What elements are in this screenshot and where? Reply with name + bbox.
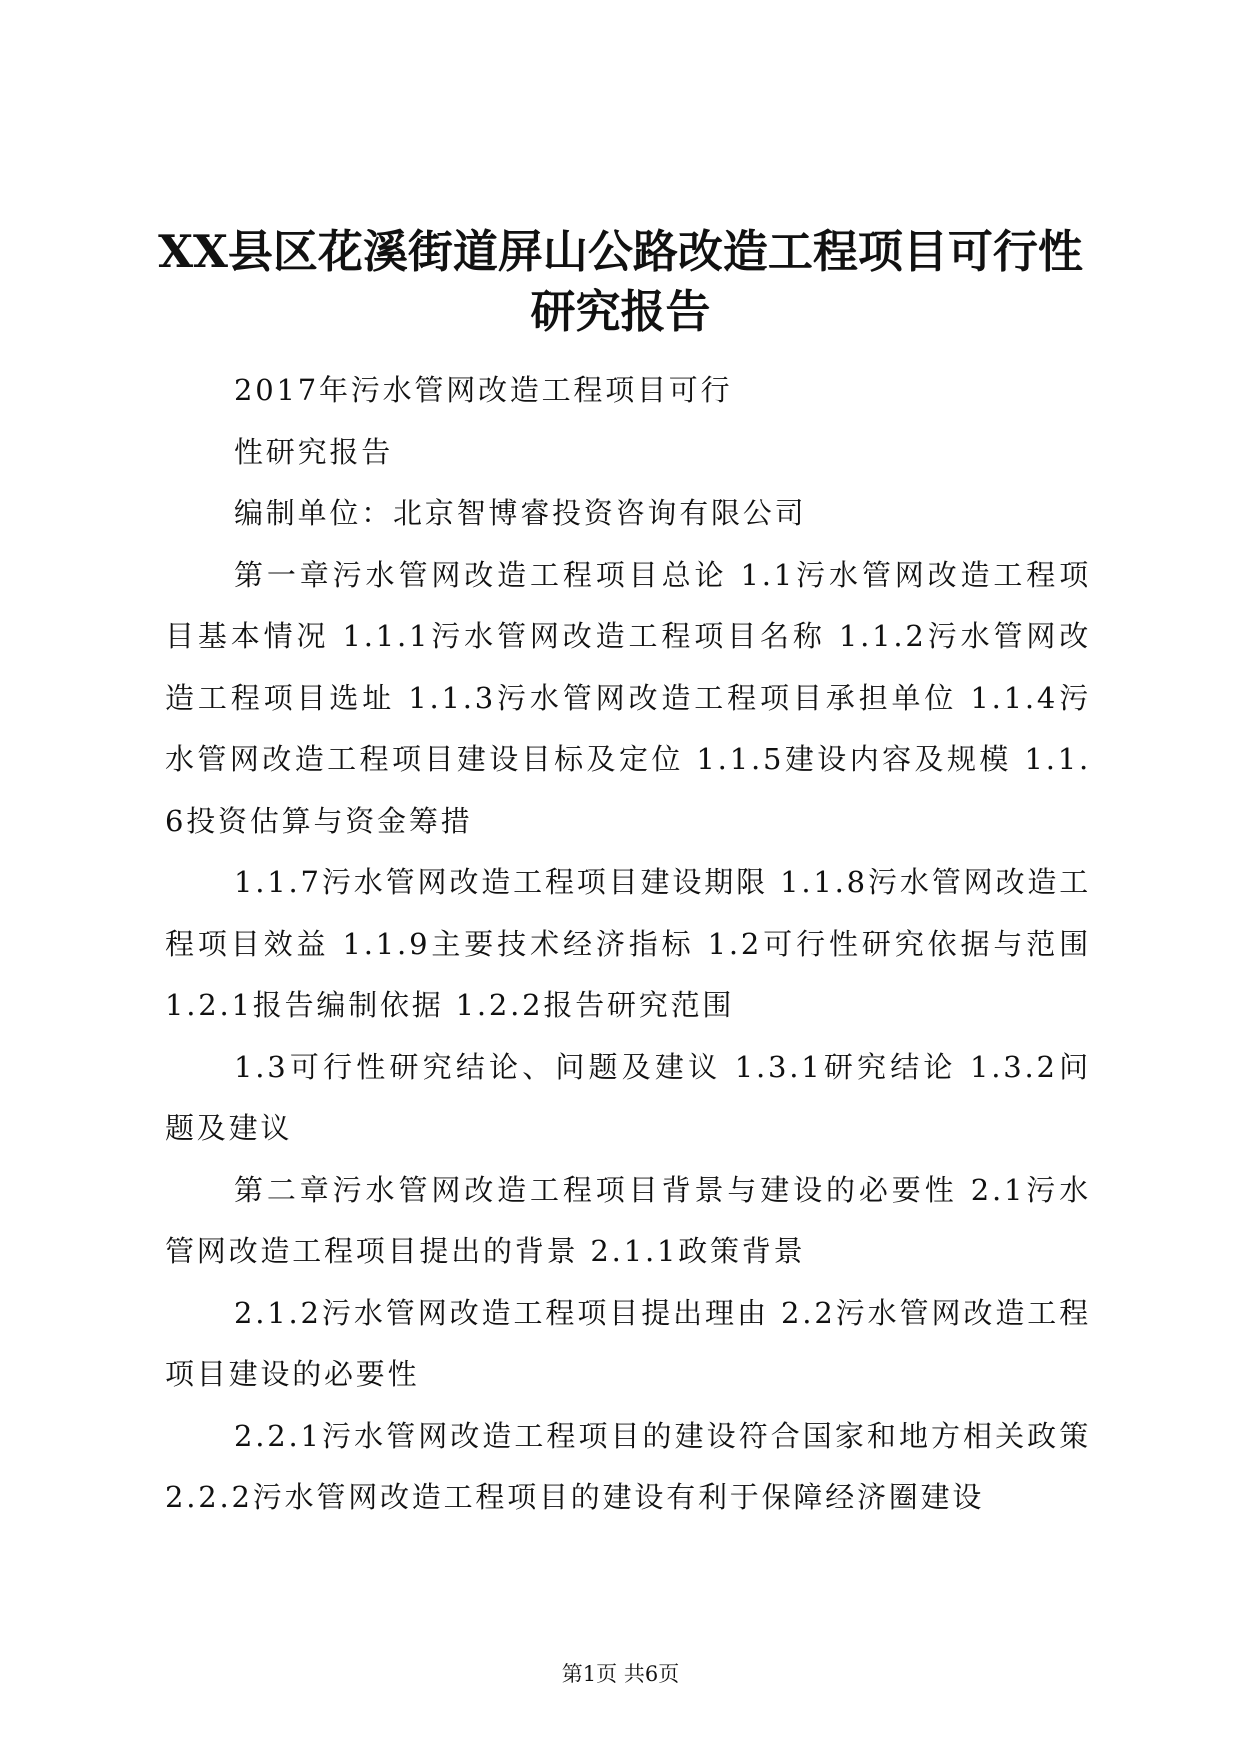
paragraph-chapter-2: 第二章污水管网改造工程项目背景与建设的必要性 2.1污水管网改造工程项目提出的背景 2.1.1政策背景 [165, 1172, 1091, 1268]
document-body [165, 360, 1091, 1529]
paragraph-compiler: 编制单位：北京智博睿投资咨询有限公司 [234, 496, 807, 530]
paragraph-section-2-2-1: 2.2.1污水管网改造工程项目的建设符合国家和地方相关政策 2.2.2污水管网改造工程项目的建设有利于保障经济圈建设 [165, 1418, 1091, 1514]
paragraph-line-1: 2017年污水管网改造工程项目可行 [234, 373, 733, 407]
paragraph-section-1-1-7: 1.1.7污水管网改造工程项目建设期限 1.1.8污水管网改造工程项目效益 1.1.9主要技术经济指标 1.2可行性研究依据与范围 1.2.1报告编制依据 1.2.2报告研究范围 [165, 865, 1091, 1022]
paragraph-chapter-1: 第一章污水管网改造工程项目总论 1.1污水管网改造工程项目基本情况 1.1.1污水管网改造工程项目名称 1.1.2污水管网改造工程项目选址 1.1.3污水管网改造工程项目承担单位 1.1.4污水管网改造工程项目建设目标及定位 1.1.5建设内容及规模 1.1.6投资估算与资金筹措 [165, 557, 1091, 838]
paragraph-line-2: 性研究报告 [234, 434, 394, 469]
paragraph-section-2-1-2: 2.1.2污水管网改造工程项目提出理由 2.2污水管网改造工程项目建设的必要性 [165, 1295, 1091, 1391]
document-title: XX县区花溪街道屏山公路改造工程项目可行性研究报告 [158, 225, 1083, 338]
paragraph-section-1-3: 1.3可行性研究结论、问题及建议 1.3.1研究结论 1.3.2问题及建议 [165, 1049, 1091, 1145]
page-indicator: 第1页 共6页 [561, 1662, 680, 1686]
